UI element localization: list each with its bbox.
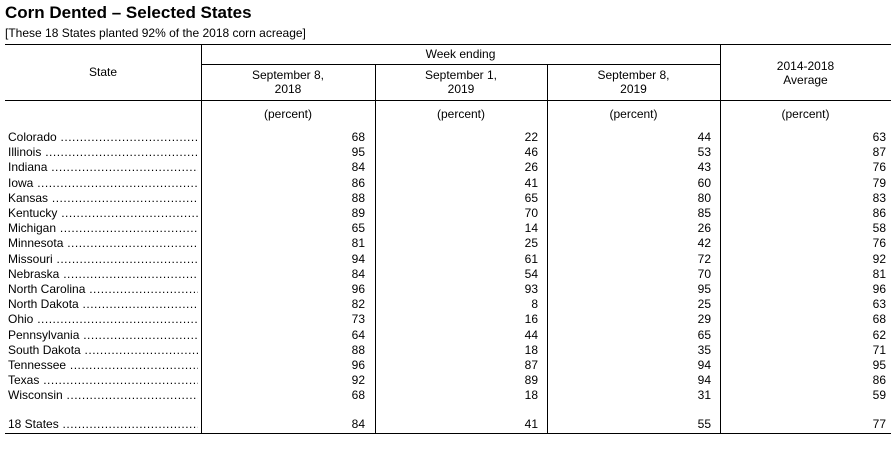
table-row (0, 206, 896, 221)
state-name: Kentucky ..... (8, 206, 198, 221)
value-sep8-2019: 43 (697, 160, 711, 175)
value-sep1-2019: 93 (524, 282, 538, 296)
value-sep1-2019: 8 (531, 297, 538, 312)
value-sep1-2019: 14 (524, 221, 538, 236)
value-sep1-2019: 25 (524, 236, 538, 251)
table-row (0, 282, 896, 297)
value-sep1-2019: 16 (524, 312, 538, 327)
value-sep8-2019: 95 (697, 282, 711, 296)
value-sep1-2019: 61 (524, 251, 538, 266)
state-name: Iowa ..... (8, 176, 198, 191)
table-row (0, 297, 896, 312)
value-sep8-2019: 80 (697, 190, 711, 205)
header-col-2-line2: 2019 (447, 82, 475, 96)
state-name: Michigan ..... (8, 221, 198, 236)
value-avg: 95 (872, 358, 886, 372)
value-sep8-2019: 42 (697, 236, 711, 251)
state-name: Texas ..... (8, 373, 198, 388)
value-avg: 68 (872, 312, 886, 327)
header-col-4-line1: 2014-2018 (776, 59, 835, 73)
value-sep8-2018: 96 (351, 282, 365, 296)
state-name: Minnesota ..... (8, 236, 198, 251)
value-sep8-2018: 88 (351, 342, 365, 357)
header-col-1-line2: 2018 (274, 82, 302, 96)
value-sep8-2018: 65 (351, 221, 365, 236)
table-row (0, 160, 896, 175)
value-sep8-2019: 94 (697, 358, 711, 372)
table-row (0, 343, 896, 358)
value-avg: 96 (872, 282, 886, 296)
state-name: Missouri ..... (8, 252, 198, 267)
state-name: South Dakota ..... (8, 343, 198, 358)
table-row (0, 388, 896, 403)
state-name: Kansas ..... (8, 191, 198, 206)
header-col-3 (547, 68, 720, 96)
state-name: Colorado ..... (8, 130, 198, 145)
value-avg: 87 (872, 145, 886, 160)
value-sep1-2019: 18 (524, 342, 538, 357)
value-sep8-2019: 72 (697, 251, 711, 266)
value-sep1-2019: 87 (524, 358, 538, 372)
state-name: North Carolina ..... (8, 282, 198, 297)
value-avg: 92 (872, 251, 886, 266)
value-sep8-2018: 68 (351, 130, 365, 144)
unit-label-col-1: (percent) (263, 107, 313, 121)
state-name: Indiana ..... (8, 160, 198, 175)
value-sep1-2019: 18 (524, 388, 538, 403)
week-ending-rule (201, 64, 720, 65)
value-sep1-2019: 46 (524, 145, 538, 160)
value-avg: 63 (872, 297, 886, 312)
value-sep8-2018: 88 (351, 190, 365, 205)
value-avg: 86 (872, 373, 886, 388)
value-sep1-2019: 44 (524, 327, 538, 342)
header-col-1 (201, 68, 375, 96)
value-sep8-2019: 60 (697, 175, 711, 190)
state-name: Wisconsin ..... (8, 388, 198, 403)
value-avg: 63 (872, 130, 886, 144)
table-row (0, 145, 896, 160)
value-sep8-2018: 64 (351, 327, 365, 342)
value-sep8-2018: 68 (351, 388, 365, 403)
header-col-1-line1: September 8, (251, 68, 325, 82)
header-col-4 (720, 59, 891, 87)
value-sep1-2019: 41 (524, 175, 538, 190)
state-name: Pennsylvania ..... (8, 328, 198, 343)
value-sep1-2019: 54 (524, 266, 538, 281)
value-sep8-2018: 86 (351, 175, 365, 190)
value-sep8-2019: 25 (697, 297, 711, 312)
table-top-rule (5, 44, 891, 45)
table-row (0, 358, 896, 373)
table-row (0, 221, 896, 236)
table-row (0, 267, 896, 282)
value-sep1-2019: 70 (524, 206, 538, 220)
value-sep8-2018: 84 (351, 266, 365, 281)
value-avg: 62 (872, 327, 886, 342)
unit-label-col-2: (percent) (436, 107, 486, 121)
value-sep8-2019: 35 (697, 342, 711, 357)
value-sep8-2018: 94 (351, 251, 365, 266)
value-sep8-2018: 89 (351, 206, 365, 220)
value-sep8-2018: 96 (351, 358, 365, 372)
value-sep8-2019: 44 (697, 130, 711, 144)
total-value-sep1-2019: 41 (524, 417, 538, 431)
table-row (0, 252, 896, 267)
page-subtitle: [These 18 States planted 92% of the 2018 corn acreage] (5, 26, 306, 40)
header-col-2 (375, 68, 547, 96)
value-sep8-2018: 95 (351, 145, 365, 160)
table-row (0, 130, 896, 145)
value-sep8-2019: 26 (697, 221, 711, 236)
value-sep8-2018: 82 (351, 297, 365, 312)
value-avg: 81 (872, 266, 886, 281)
table-bottom-rule (5, 433, 891, 434)
value-sep8-2019: 53 (697, 145, 711, 160)
value-sep1-2019: 89 (524, 373, 538, 388)
header-col-3-line2: 2019 (620, 82, 647, 96)
table-row (0, 191, 896, 206)
header-state: State (88, 65, 118, 79)
value-avg: 86 (872, 206, 886, 220)
value-avg: 71 (872, 342, 886, 357)
value-avg: 76 (872, 236, 886, 251)
value-sep1-2019: 65 (524, 190, 538, 205)
value-sep8-2018: 81 (351, 236, 365, 251)
value-avg: 59 (872, 388, 886, 403)
value-avg: 58 (872, 221, 886, 236)
value-sep8-2018: 84 (351, 160, 365, 175)
value-avg: 76 (872, 160, 886, 175)
value-sep1-2019: 22 (524, 130, 538, 144)
state-name: Nebraska ..... (8, 267, 198, 282)
table-row (0, 236, 896, 251)
state-name: North Dakota ..... (8, 297, 198, 312)
state-name: Tennessee ..... (8, 358, 198, 373)
page-title: Corn Dented – Selected States (5, 3, 252, 22)
table-row (0, 373, 896, 388)
total-state: 18 States ..... (8, 417, 198, 432)
value-sep8-2019: 85 (697, 206, 711, 220)
value-sep8-2018: 92 (351, 373, 365, 388)
table-row (0, 312, 896, 327)
value-avg: 79 (872, 175, 886, 190)
header-col-4-line2: Average (783, 73, 828, 87)
value-sep8-2019: 65 (697, 327, 711, 342)
unit-label-col-3: (percent) (609, 107, 658, 121)
total-value-sep8-2019: 55 (697, 417, 711, 431)
value-sep8-2019: 94 (697, 373, 711, 388)
unit-label-col-4: (percent) (781, 107, 830, 121)
total-value-avg: 77 (872, 417, 886, 431)
value-avg: 83 (872, 190, 886, 205)
value-sep8-2018: 73 (351, 312, 365, 327)
total-value-sep8-2018: 84 (351, 417, 365, 431)
state-name: Illinois ..... (8, 145, 198, 160)
table-row (0, 328, 896, 343)
value-sep8-2019: 31 (697, 388, 711, 403)
value-sep8-2019: 70 (697, 266, 711, 281)
header-week-ending: Week ending (425, 47, 496, 61)
header-bottom-rule (5, 100, 891, 101)
table-row (0, 176, 896, 191)
state-name: Ohio ..... (8, 312, 198, 327)
total-row (0, 417, 896, 432)
value-sep8-2019: 29 (697, 312, 711, 327)
header-col-2-line1: September 1, (424, 68, 498, 82)
value-sep1-2019: 26 (524, 160, 538, 175)
header-col-3-line1: September 8, (597, 68, 670, 82)
